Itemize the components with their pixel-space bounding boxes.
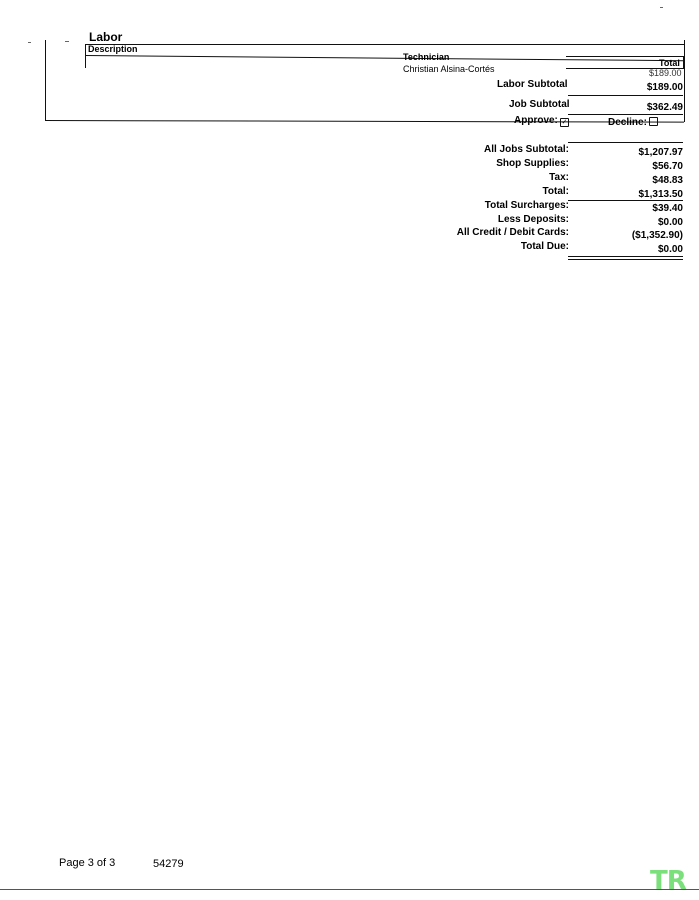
scan-edge-left	[45, 40, 46, 120]
column-header-description: Description	[88, 44, 138, 54]
summary-label: Total:	[542, 186, 569, 197]
double-rule	[568, 259, 683, 260]
approve-checkbox[interactable]: ✓	[561, 119, 568, 126]
value-rule	[568, 142, 683, 143]
scan-speck	[28, 42, 31, 43]
summary-value: $0.00	[657, 217, 683, 228]
summary-value: $1,313.50	[638, 189, 683, 200]
decline-option[interactable]	[608, 117, 658, 128]
summary-value: $39.40	[652, 203, 683, 214]
job-box-border	[45, 120, 684, 123]
summary-label: Shop Supplies:	[496, 158, 569, 169]
value-rule	[568, 114, 683, 115]
summary-value: $0.00	[657, 244, 683, 255]
value-rule	[568, 200, 683, 201]
summary-label: Less Deposits:	[497, 214, 569, 225]
labor-line-total: $189.00	[649, 68, 682, 78]
column-header-technician: Technician	[403, 52, 450, 62]
section-title: Labor	[89, 30, 123, 44]
scan-speck	[65, 41, 69, 42]
summary-label: Tax:	[549, 172, 569, 183]
decline-label: Decline:	[608, 117, 647, 128]
labor-subtotal-value: $189.00	[646, 82, 683, 93]
summary-value: $56.70	[652, 161, 683, 172]
summary-label: All Credit / Debit Cards:	[456, 227, 569, 238]
double-rule	[568, 256, 683, 257]
technician-name: Christian Alsina-Cortés	[403, 64, 495, 74]
labor-subtotal-label: Labor Subtotal	[497, 79, 568, 90]
page-number: Page 3 of 3	[59, 857, 116, 869]
scan-speck	[660, 7, 663, 8]
summary-value: $48.83	[652, 175, 683, 186]
job-subtotal-label: Job Subtotal	[509, 99, 570, 110]
value-rule	[568, 95, 683, 96]
summary-label: All Jobs Subtotal:	[484, 144, 569, 155]
watermark-logo: TR	[650, 866, 686, 896]
job-subtotal-value: $362.49	[646, 102, 683, 113]
summary-value: $1,207.97	[638, 147, 683, 158]
summary-value: ($1,352.90)	[631, 230, 683, 241]
decline-checkbox[interactable]	[649, 117, 658, 126]
summary-label: Total Due:	[520, 241, 569, 252]
document-number: 54279	[153, 858, 184, 870]
approve-label: Approve:	[514, 115, 558, 126]
summary-label: Total Surcharges:	[484, 200, 569, 211]
approve-option[interactable]	[514, 115, 569, 127]
scan-edge-bottom	[0, 889, 699, 890]
column-header-total: Total	[659, 58, 680, 68]
